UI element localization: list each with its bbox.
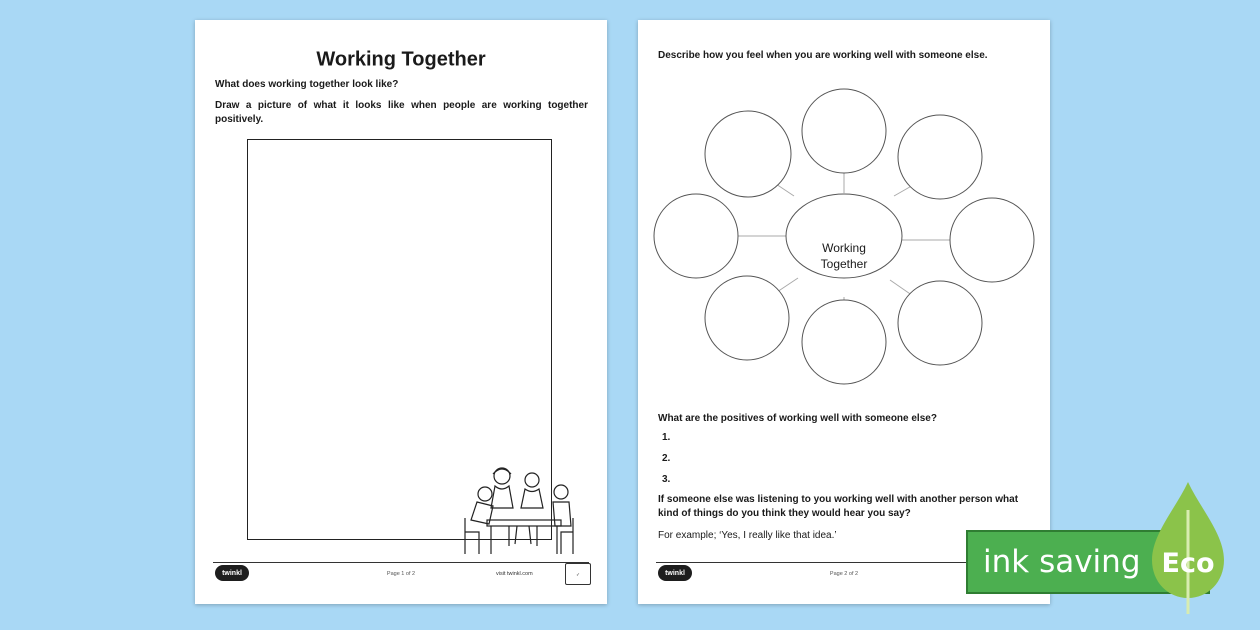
- ink-saving-label: ink saving: [983, 544, 1141, 580]
- feeling-bubble: [898, 115, 982, 199]
- quality-badge-icon: ✓: [565, 563, 591, 585]
- page-number: Page 1 of 2: [386, 571, 416, 577]
- mind-map: [638, 80, 1050, 400]
- list-number: 1.: [662, 432, 671, 443]
- feeling-bubble: [654, 194, 738, 278]
- positives-question: What are the positives of working well with someone else?: [658, 413, 937, 424]
- list-number: 3.: [662, 474, 671, 485]
- twinkl-logo: twinkl: [658, 565, 692, 581]
- twinkl-logo: twinkl: [215, 565, 249, 581]
- eco-leaf-icon: [1150, 480, 1226, 616]
- center-label-line2: Together: [820, 257, 868, 271]
- feeling-bubble: [898, 281, 982, 365]
- feeling-bubble: [950, 198, 1034, 282]
- feeling-bubble: [802, 300, 886, 384]
- footer-url: visit twinkl.com: [496, 571, 533, 577]
- feel-prompt: Describe how you feel when you are working well with someone else.: [658, 50, 988, 61]
- example-text: For example; ‘Yes, I really like that idea.’: [658, 530, 837, 541]
- page-number: Page 2 of 2: [829, 571, 859, 577]
- eco-badge-text: Eco: [1161, 548, 1215, 579]
- center-label-line1: Working: [822, 241, 866, 255]
- list-number: 2.: [662, 453, 671, 464]
- page-title: Working Together: [316, 48, 486, 71]
- instruction-text: Draw a picture of what it looks like when people are working together positively.: [215, 100, 588, 125]
- children-at-table-illustration: [457, 462, 581, 560]
- footer-divider: [213, 562, 589, 563]
- listening-question: If someone else was listening to you working well with another person what kind of things do you think they would hear you say?: [658, 494, 1019, 519]
- feeling-bubble: [802, 89, 886, 173]
- worksheet-page-1: [195, 20, 607, 604]
- worksheet-page-2: [638, 20, 1050, 604]
- question-text: What does working together look like?: [215, 79, 399, 90]
- feeling-bubble: [705, 111, 791, 197]
- feeling-bubble: [705, 276, 789, 360]
